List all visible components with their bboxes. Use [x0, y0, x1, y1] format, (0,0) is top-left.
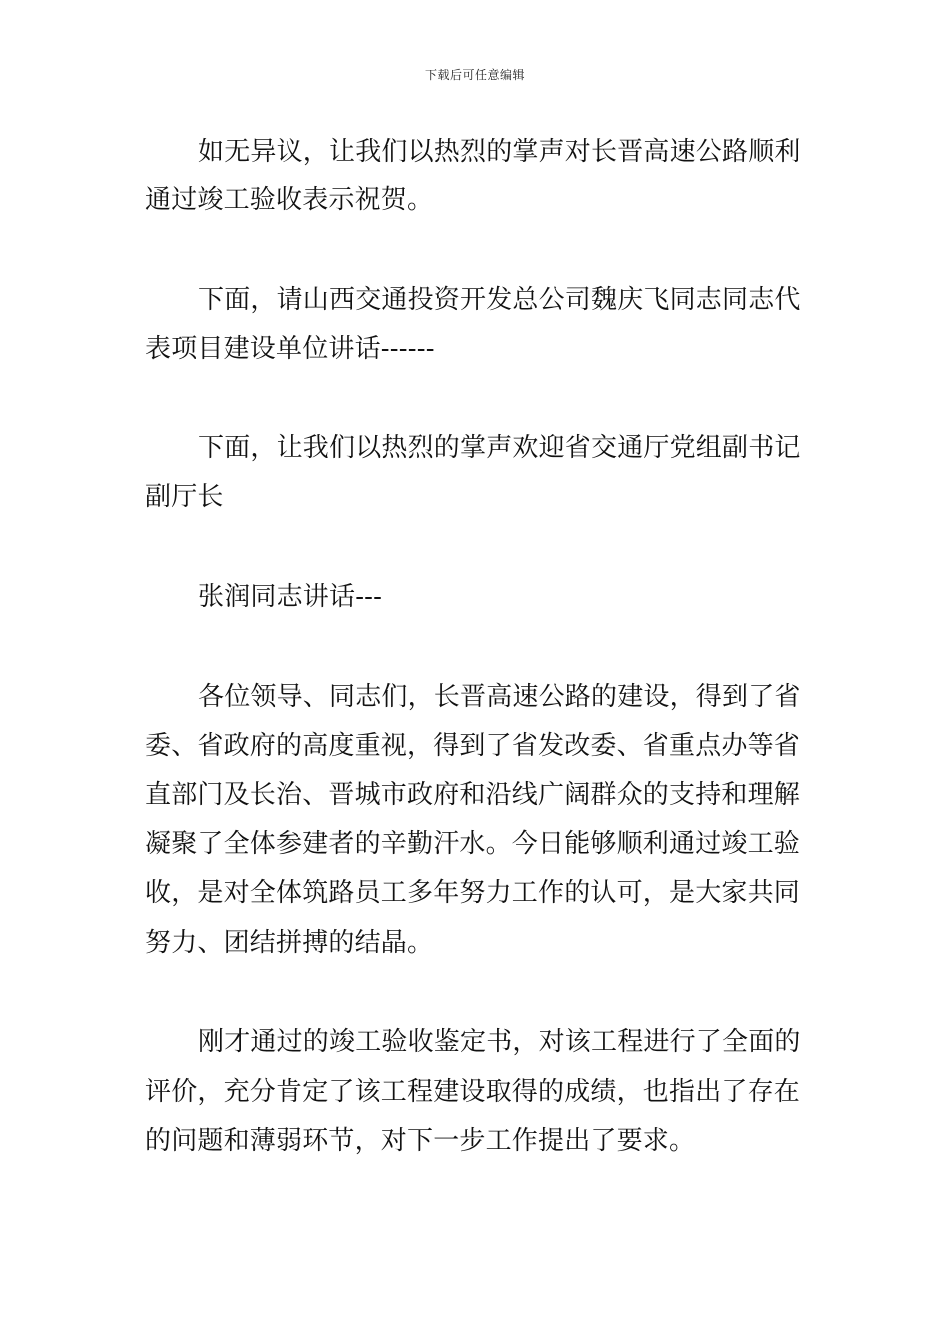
- paragraph-6-line-1: 刚才通过的竣工验收鉴定书，对该工程进行了全面的: [198, 1027, 801, 1057]
- header-note: 下载后可任意编辑: [424, 68, 525, 82]
- paragraph-5-line-4: 凝聚了全体参建者的辛勤汗水。今日能够顺利通过竣工验: [145, 829, 801, 859]
- paragraph-2-line-1: 下面，请山西交通投资开发总公司魏庆飞同志同志代: [198, 285, 801, 315]
- paragraph-3-line-1: 下面，让我们以热烈的掌声欢迎省交通厅党组副书记: [198, 433, 801, 463]
- paragraph-5-line-3: 直部门及长治、晋城市政府和沿线广阔群众的支持和理解: [145, 780, 801, 810]
- paragraph-5-line-1: 各位领导、同志们，长晋高速公路的建设，得到了省: [198, 682, 801, 712]
- paragraph-6-line-2: 评价，充分肯定了该工程建设取得的成绩，也指出了存在: [145, 1077, 801, 1107]
- paragraph-2-line-2: 表项目建设单位讲话------: [145, 334, 435, 364]
- paragraph-6-line-3: 的问题和薄弱环节，对下一步工作提出了要求。: [145, 1126, 696, 1156]
- paragraph-1-line-1: 如无异议，让我们以热烈的掌声对长晋高速公路顺利: [198, 137, 801, 167]
- paragraph-5-line-2: 委、省政府的高度重视，得到了省发改委、省重点办等省: [145, 731, 801, 761]
- paragraph-1-line-2: 通过竣工验收表示祝贺。: [145, 185, 434, 215]
- paragraph-4-line-1: 张润同志讲话---: [198, 582, 383, 612]
- paragraph-5-line-6: 努力、团结拼搏的结晶。: [145, 928, 434, 958]
- paragraph-5-line-5: 收，是对全体筑路员工多年努力工作的认可，是大家共同: [145, 878, 801, 908]
- paragraph-3-line-2: 副厅长: [145, 482, 224, 512]
